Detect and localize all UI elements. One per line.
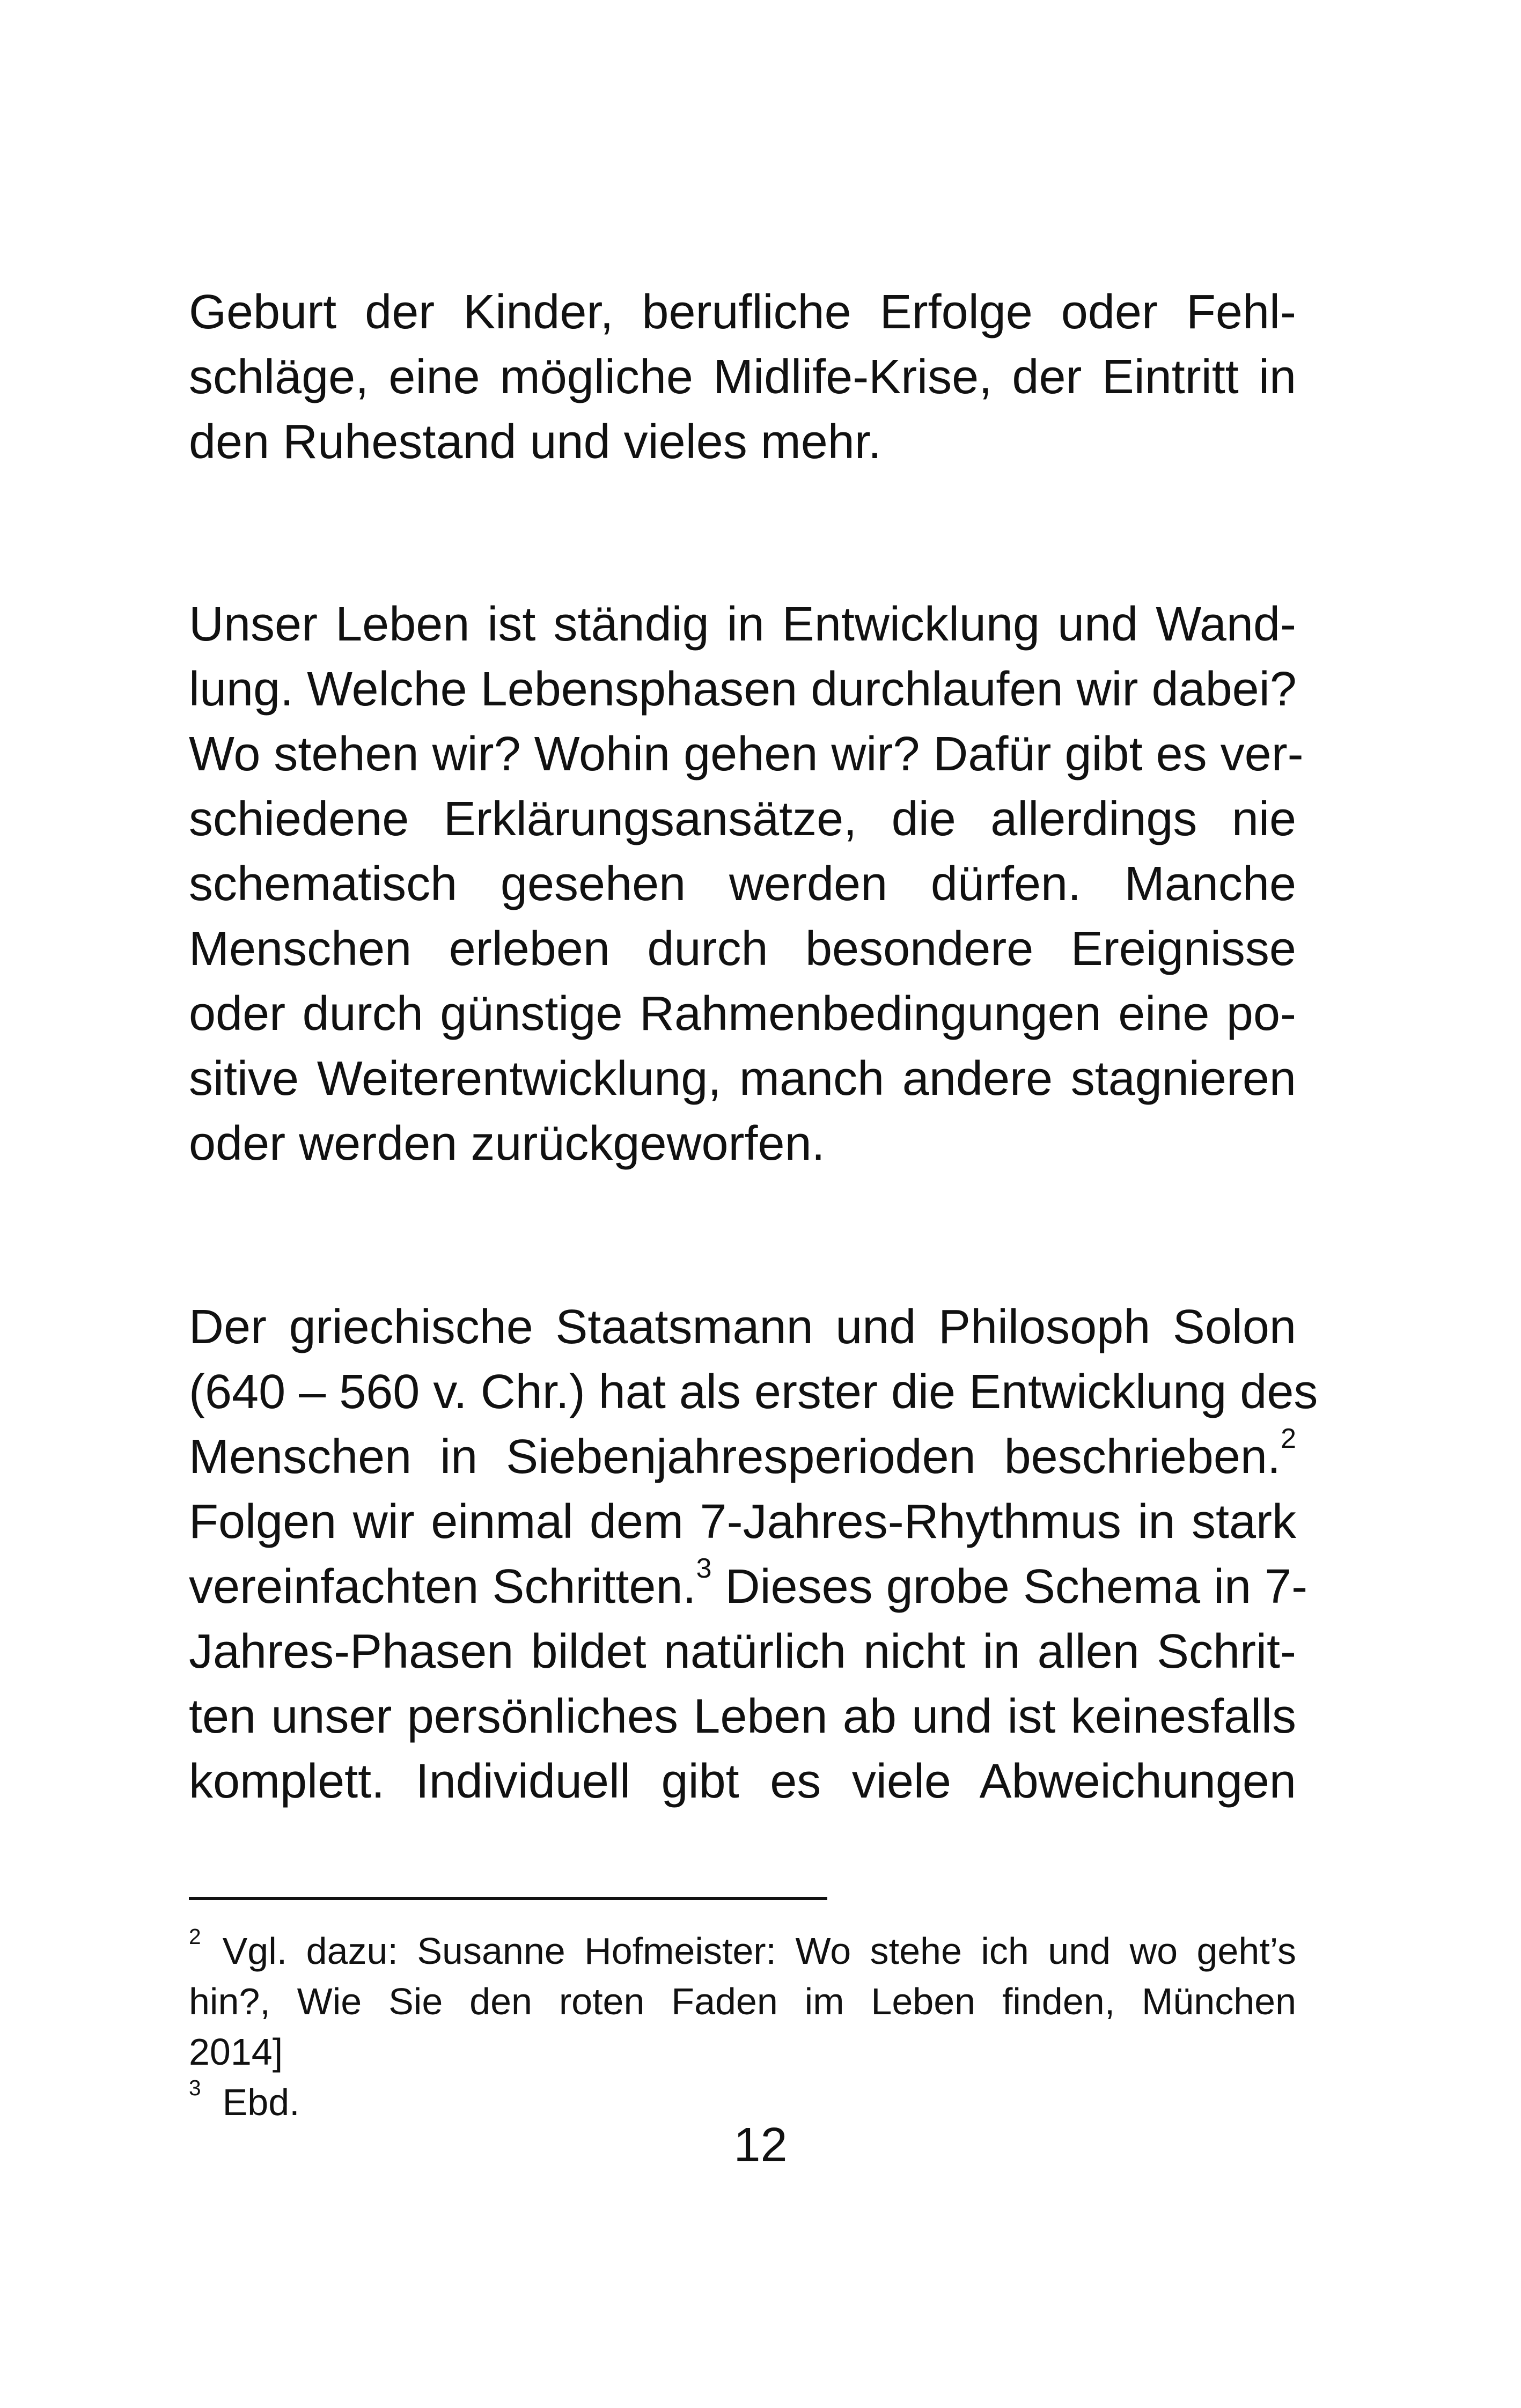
- text-line: schematisch gesehen werden dürfen. Manche: [189, 857, 1296, 911]
- footnotes-section: [189, 1926, 1296, 2127]
- footnote-ref-2[interactable]: 2: [1280, 1423, 1296, 1455]
- text-line: oder durch günstige Rahmenbedingungen eine po-: [189, 987, 1296, 1041]
- footnote-text: Vgl. dazu: Susanne Hofmeister: Wo stehe ich und wo geht’s: [222, 1930, 1296, 1972]
- paragraph-2: [189, 592, 1304, 1176]
- text-line: Der griechische Staatsmann und Philosoph Solon: [189, 1300, 1296, 1354]
- footnote-2: [189, 1926, 1296, 2077]
- text-segment: vereinfachten Schritten.: [189, 1560, 696, 1614]
- text-line: Jahres-Phasen bildet natürlich nicht in allen Schrit-: [189, 1625, 1296, 1678]
- text-line: (640 – 560 v. Chr.) hat als erster die Entwicklung des: [189, 1365, 1318, 1419]
- footnote-text: Ebd.: [222, 2081, 300, 2123]
- text-line: ten unser persönliches Leben ab und ist keinesfalls: [189, 1690, 1296, 1743]
- text-line: komplett. Individuell gibt es viele Abweichungen: [189, 1755, 1296, 1808]
- footnote-mark: 2: [189, 1924, 201, 1949]
- text-line: lung. Welche Lebensphasen durchlaufen wir dabei?: [189, 662, 1297, 716]
- footnote-separator: [189, 1897, 827, 1900]
- text-line: oder werden zurückgeworfen.: [189, 1117, 825, 1170]
- footnote-line: hin?, Wie Sie den roten Faden im Leben finden, München: [189, 1980, 1296, 2022]
- text-line: Wo stehen wir? Wohin gehen wir? Dafür gibt es ver-: [189, 727, 1304, 781]
- text-line: schläge, eine mögliche Midlife-Krise, der Eintritt in: [189, 350, 1296, 404]
- paragraph-3: [189, 1295, 1318, 1814]
- footnote-ref-3[interactable]: 3: [696, 1553, 712, 1585]
- footnote-line: 2014]: [189, 2031, 283, 2073]
- text-line: den Ruhestand und vieles mehr.: [189, 415, 881, 469]
- text-line: sitive Weiterentwicklung, manch andere stagnieren: [189, 1052, 1296, 1106]
- text-segment: Menschen in Siebenjahresperioden beschrieben.: [189, 1430, 1281, 1484]
- text-segment: Dieses grobe Schema in 7-: [711, 1560, 1308, 1614]
- text-line: Unser Leben ist ständig in Entwicklung und Wand-: [189, 598, 1296, 651]
- text-line: Geburt der Kinder, berufliche Erfolge oder Fehl-: [189, 285, 1296, 339]
- text-line: schiedene Erklärungsansätze, die allerdings nie: [189, 792, 1296, 846]
- footnote-line: [189, 1926, 1296, 1976]
- text-line: Menschen erleben durch besondere Ereignisse: [189, 922, 1296, 976]
- text-line-with-footnote: [189, 1553, 1308, 1619]
- paragraph-1: [189, 280, 1296, 475]
- footnote-mark: 3: [189, 2075, 201, 2101]
- page-number: 12: [733, 2118, 788, 2172]
- text-line-with-footnote: [189, 1425, 1296, 1490]
- text-line: Folgen wir einmal dem 7-Jahres-Rhythmus in stark: [189, 1495, 1296, 1549]
